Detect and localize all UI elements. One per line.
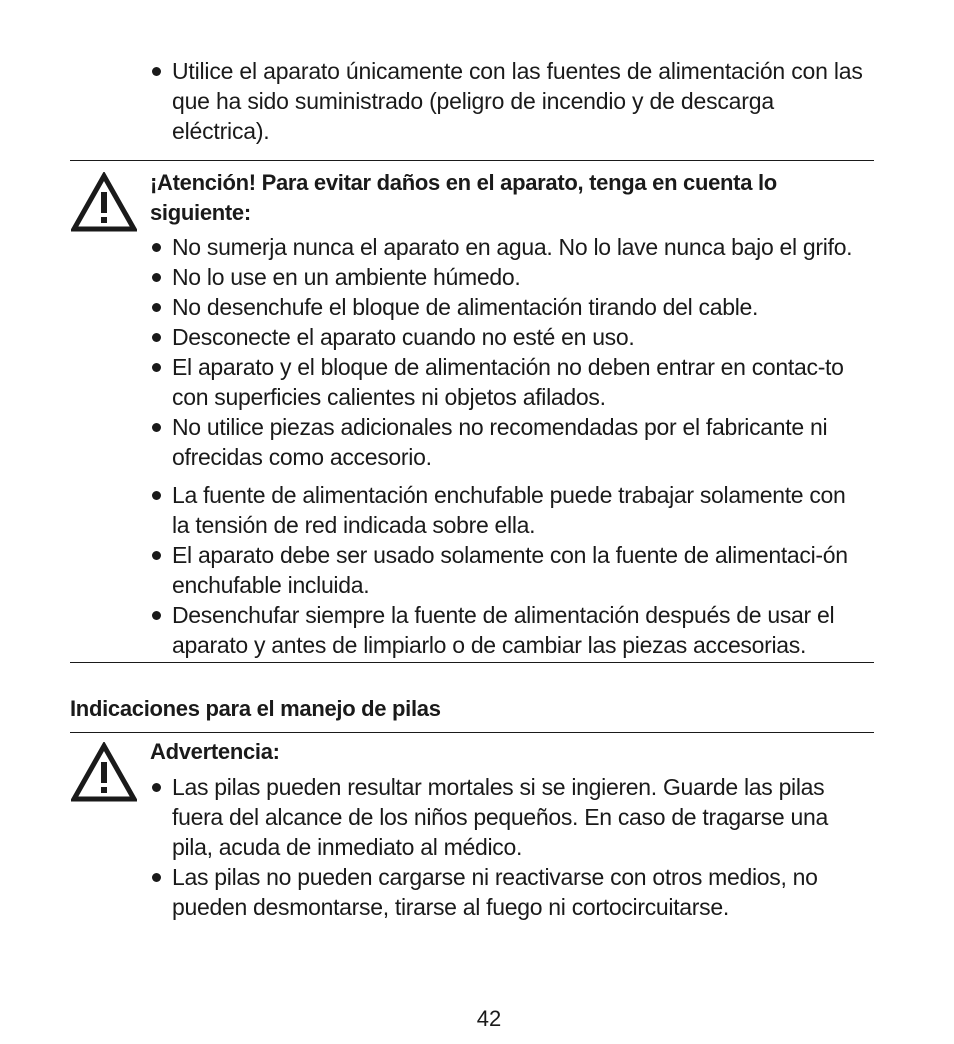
divider-middle — [70, 662, 874, 663]
attention-bullet-list-a — [150, 232, 878, 472]
page-number: 42 — [476, 1006, 502, 1031]
divider-section — [70, 732, 874, 733]
list-item: No desenchufe el bloque de alimentación tirando del cable. — [150, 292, 878, 322]
list-item: No utilice piezas adicionales no recomendadas por el fabricante ni ofrecidas como accesorio. — [150, 412, 878, 472]
intro-bullet-list — [150, 56, 875, 146]
list-item: Las pilas no pueden cargarse ni reactivarse con otros medios, no pueden desmontarse, tirarse al fuego ni cortocircuitarse. — [150, 862, 866, 922]
list-item: La fuente de alimentación enchufable puede trabajar solamente con la tensión de red indicada sobre ella. — [150, 480, 852, 540]
section-title: Indicaciones para el manejo de pilas — [70, 696, 441, 721]
attention-heading: ¡Atención! Para evitar daños en el aparato, tenga en cuenta lo siguiente: — [150, 170, 777, 225]
warning-heading: Advertencia: — [150, 739, 280, 764]
warning-triangle-icon — [71, 742, 137, 802]
list-item: Utilice el aparato únicamente con las fuentes de alimentación con las que ha sido suministrado (peligro de incendio y de descarga eléctrica). — [150, 56, 875, 146]
list-item: El aparato y el bloque de alimentación no deben entrar en contac-to con superficies calientes ni objetos afilados. — [150, 352, 870, 412]
list-item: Las pilas pueden resultar mortales si se ingieren. Guarde las pilas fuera del alcance de los niños pequeños. En caso de tragarse una pila, acuda de inmediato al médico. — [150, 772, 866, 862]
list-item: El aparato debe ser usado solamente con la fuente de alimentaci-ón enchufable incluida. — [150, 540, 872, 600]
list-item: No sumerja nunca el aparato en agua. No lo lave nunca bajo el grifo. — [150, 232, 878, 262]
list-item: Desenchufar siempre la fuente de alimentación después de usar el aparato y antes de limpiarlo o de cambiar las piezas accesorias. — [150, 600, 878, 660]
divider-top — [70, 160, 874, 161]
list-item: Desconecte el aparato cuando no esté en uso. — [150, 322, 878, 352]
list-item: No lo use en un ambiente húmedo. — [150, 262, 878, 292]
attention-bullet-list-b — [150, 480, 878, 660]
warning-triangle-icon — [71, 172, 137, 232]
batteries-bullet-list — [150, 772, 866, 922]
